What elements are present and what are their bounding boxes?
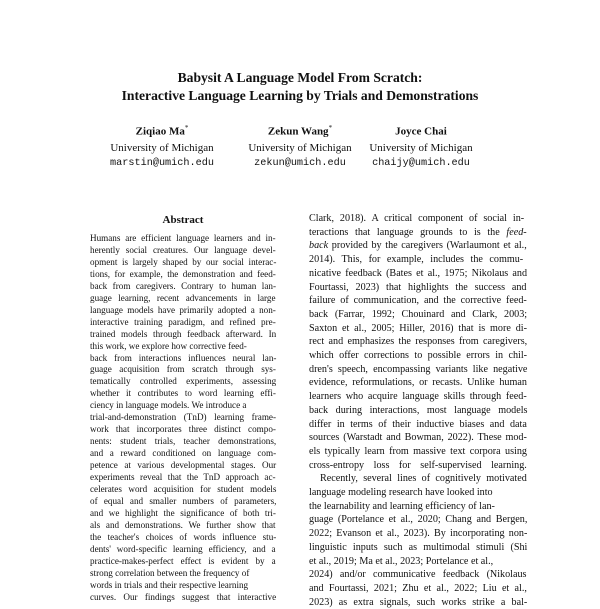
body-line: which offer corrections to possible errors in chil- [309, 350, 528, 362]
abstract-line: and a reward conditioned on language com- [90, 448, 277, 459]
abstract-line: words in trials and their respective learning [90, 579, 249, 590]
body-line: Recently, several lines of cognitively motivated [320, 473, 527, 485]
body-line: els typically learn from massive text corpora using [309, 445, 527, 457]
body-line: rect and emphasizes the responses from caregivers, [309, 336, 528, 348]
body-text-right-column [309, 212, 527, 609]
abstract-line: als and demonstrations. We further show that [90, 519, 276, 530]
author-affiliation: University of Michigan [248, 141, 352, 154]
abstract-line: and we highlight the significance of both tri- [90, 507, 276, 518]
abstract-line: herently social creatures. Our language devel- [90, 244, 276, 255]
author-block-3 [331, 120, 511, 172]
abstract-line: trial-and-demonstration (TnD) learning frame- [90, 412, 277, 423]
body-line: sources (Warstadt and Bowman, 2022). These mod- [309, 432, 527, 444]
abstract-line: petence at various developmental stages. Our [90, 460, 277, 471]
body-line: guage (Portelance et al., 2020; Chang and Bergen, [309, 514, 528, 526]
body-line: cross-entropy loss for self-supervised learning. [309, 459, 527, 471]
body-line: linguistic inputs such as multimodal stimuli (Shi [309, 541, 528, 553]
abstract-line: guage acquisition from scratch through sys- [90, 364, 276, 375]
body-line: learners who acquire language skills through feed- [309, 391, 527, 403]
body-line: Fourtassi, 2023) that highlights the success and [309, 281, 527, 293]
abstract-line: back from interactions influences neural lan- [90, 352, 277, 363]
body-line: 2024) and/or communicative feedback (Nikolaus [309, 569, 527, 581]
abstract-line: this work, we explore how corrective feed- [90, 340, 247, 351]
abstract-line: language models have primarily adopted a non- [90, 304, 276, 315]
author-name: Zekun Wang* [267, 124, 333, 138]
author-affiliation: University of Michigan [110, 141, 214, 154]
author-email[interactable]: zekun@umich.edu [254, 157, 346, 169]
body-line: teractions that language grounds to is the feed- [309, 226, 527, 238]
abstract-line: Humans are efficient language learners and in- [90, 233, 276, 243]
abstract-line: whether it contributes to word learning effi- [90, 388, 276, 399]
abstract-line: tions, for example, the demonstration and feed- [90, 268, 276, 279]
body-line: Saxton et al., 2005; Hiller, 2016) that is more di- [309, 322, 527, 334]
body-line: the learnability and learning efficiency of lan- [309, 500, 495, 512]
italic-term: back [309, 240, 329, 252]
body-line: differ in terms of their inductive biases and data [309, 418, 527, 430]
body-line: and Fourtassi, 2021; Zhu et al., 2022; Liu et al., [309, 582, 527, 594]
abstract-line: ciency in language models. We introduce a [90, 400, 247, 411]
paper-title-line-2: Interactive Language Learning by Trials and Demonstrations [121, 88, 479, 103]
body-line: et al., 2019; Ma et al., 2023; Portelance et al., [309, 555, 494, 567]
abstract-line: guage learning, recent advancements in large [90, 292, 276, 303]
author-email[interactable]: chaijy@umich.edu [372, 157, 470, 169]
body-line: 2022; Evanson et al., 2023). By incorporating non- [309, 528, 528, 540]
author-name: Ziqiao Ma* [135, 124, 189, 138]
body-line: 2023) as extra signals, such works strike a bal- [309, 596, 528, 608]
abstract-line: the teacher's choices of words influence stu- [90, 531, 277, 542]
abstract-line: experiments reveal that the TnD approach ac- [90, 472, 276, 483]
body-line: evidence, reformulations, or recasts. Unlike human [309, 377, 527, 389]
body-line: back (Farrar, 1992; Chouinard and Clark, 2003; [309, 308, 528, 320]
abstract-line: interactive training paradigm, and refined pre- [90, 316, 276, 327]
body-line: 2014). This, for example, includes the commu- [309, 254, 524, 266]
body-line: failure of communication, and the corrective feed- [309, 295, 527, 307]
abstract-line: curves. Our findings suggest that interactive [90, 591, 277, 602]
abstract-line: strong correlation between the frequency of [90, 567, 250, 578]
author-email[interactable]: marstin@umich.edu [110, 157, 214, 169]
body-line: language modeling research have looked into [309, 487, 493, 499]
abstract-heading: Abstract [162, 214, 204, 226]
body-line: back during interactions, most language models [309, 404, 528, 416]
body-line: nicative feedback (Bates et al., 1975; Nikolaus and [309, 267, 528, 279]
abstract-text [90, 233, 276, 604]
abstract-line: opment is largely shaped by our social interac- [90, 256, 277, 267]
body-line: dren's speech, encompassing variants like negative [309, 363, 528, 375]
body-line: Clark, 2018). A critical component of social in- [309, 213, 525, 224]
abstract-line: celerates word acquisition for student models [90, 484, 277, 495]
body-line: back provided by the caregivers (Warlaumont et al., [309, 240, 527, 252]
abstract-line: trained models through feedback afterward. In [90, 328, 277, 339]
abstract-line: back from caregivers. Contrary to human lan- [90, 280, 276, 291]
author-name: Joyce Chai [395, 125, 447, 138]
author-affiliation: University of Michigan [369, 141, 473, 154]
italic-term: feed- [506, 226, 527, 238]
abstract-line: nents: student trials, teacher demonstrations, [90, 436, 277, 447]
abstract-line: practice-makes-perfect effect is evident by a [90, 555, 276, 566]
abstract-line: dents' word-specific learning efficiency, and a [90, 543, 276, 554]
abstract-line: work that incorporates three distinct compo- [90, 424, 276, 435]
paper-title-line-1: Babysit A Language Model From Scratch: [177, 70, 423, 85]
abstract-line: tematically controlled experiments, assessing [90, 376, 277, 387]
abstract-line: of equal and smaller numbers of parameters, [90, 495, 277, 506]
